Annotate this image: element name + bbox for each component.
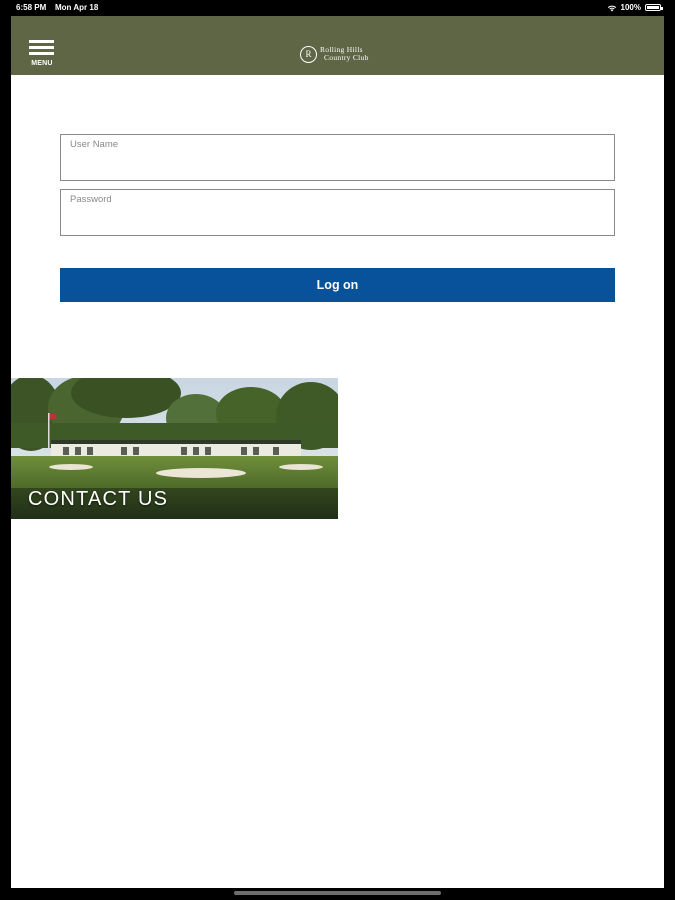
home-indicator[interactable] — [234, 891, 441, 895]
hamburger-icon — [29, 40, 54, 43]
username-input[interactable] — [69, 153, 608, 177]
wifi-icon — [607, 4, 617, 12]
logo-line-2: Country Club — [324, 53, 369, 62]
contact-us-label: CONTACT US — [28, 488, 169, 510]
status-bar — [0, 0, 675, 16]
battery-icon — [645, 4, 661, 11]
menu-button[interactable] — [28, 40, 56, 68]
status-indicators — [607, 3, 661, 12]
club-logo — [300, 43, 369, 65]
status-date: Mon Apr 18 — [55, 3, 99, 12]
password-label: Password — [70, 194, 112, 205]
menu-label: MENU — [31, 60, 53, 67]
password-input[interactable] — [69, 208, 608, 232]
contact-us-tile[interactable] — [11, 378, 338, 519]
logo-line-1: Rolling Hills — [320, 45, 363, 54]
username-field[interactable] — [60, 134, 615, 181]
club-logo-icon: R — [300, 46, 317, 63]
header-bar — [11, 16, 664, 75]
logon-button[interactable]: Log on — [60, 268, 615, 302]
battery-percent: 100% — [620, 3, 641, 12]
password-field[interactable] — [60, 189, 615, 236]
username-label: User Name — [70, 139, 119, 150]
app-screen — [11, 16, 664, 888]
status-time: 6:58 PM — [16, 3, 47, 12]
